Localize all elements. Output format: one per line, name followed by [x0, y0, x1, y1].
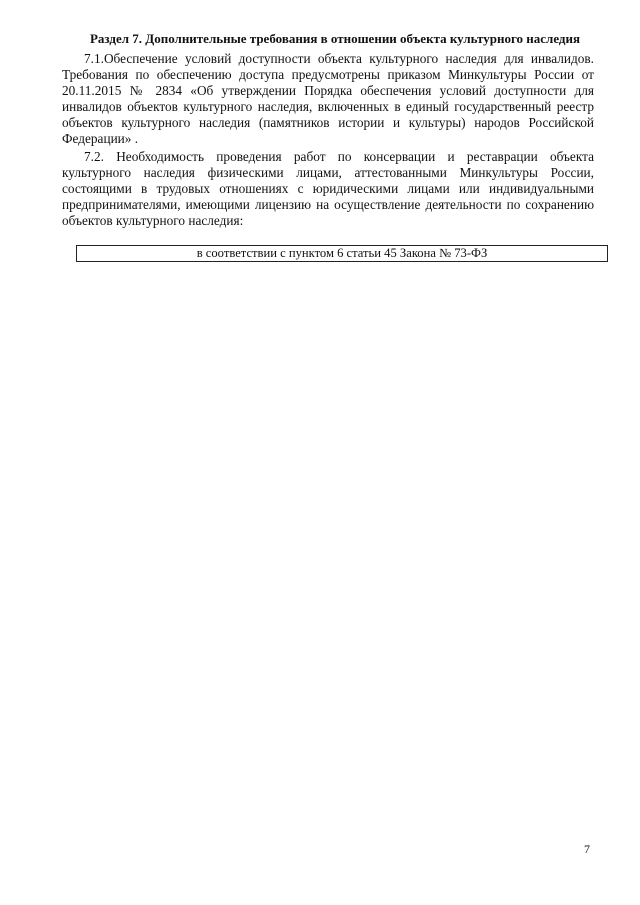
paragraph-7-2: 7.2. Необходимость проведения работ по консервации и реставрации объекта культурного наследия физическими лицами, аттестованными Минкультуры России, состоящими в трудовых отношениях с юридическими лицами или индивидуальными предпринимателями, имеющими лицензию на осуществление деятельности по сохранению объектов культурного наследия:: [62, 149, 594, 229]
paragraph-7-1: 7.1.Обеспечение условий доступности объекта культурного наследия для инвалидов. Требования по обеспечению доступа предусмотрены приказом Минкультуры России от 20.11.2015 № 2834 «Об утверждении Порядка обеспечения условий доступности для инвалидов объектов культурного наследия, включенных в единый государственный реестр объектов культурного наследия (памятников истории и культуры) народов Российской Федерации» .: [62, 51, 594, 147]
section-heading: Раздел 7. Дополнительные требования в отношении объекта культурного наследия: [89, 31, 581, 46]
boxed-requirement: в соответствии с пунктом 6 статьи 45 Закона № 73-ФЗ: [76, 245, 608, 262]
paragraph-7-2-block: [62, 149, 594, 229]
paragraph-7-1-block: [62, 51, 594, 148]
page-number: 7: [584, 842, 590, 856]
